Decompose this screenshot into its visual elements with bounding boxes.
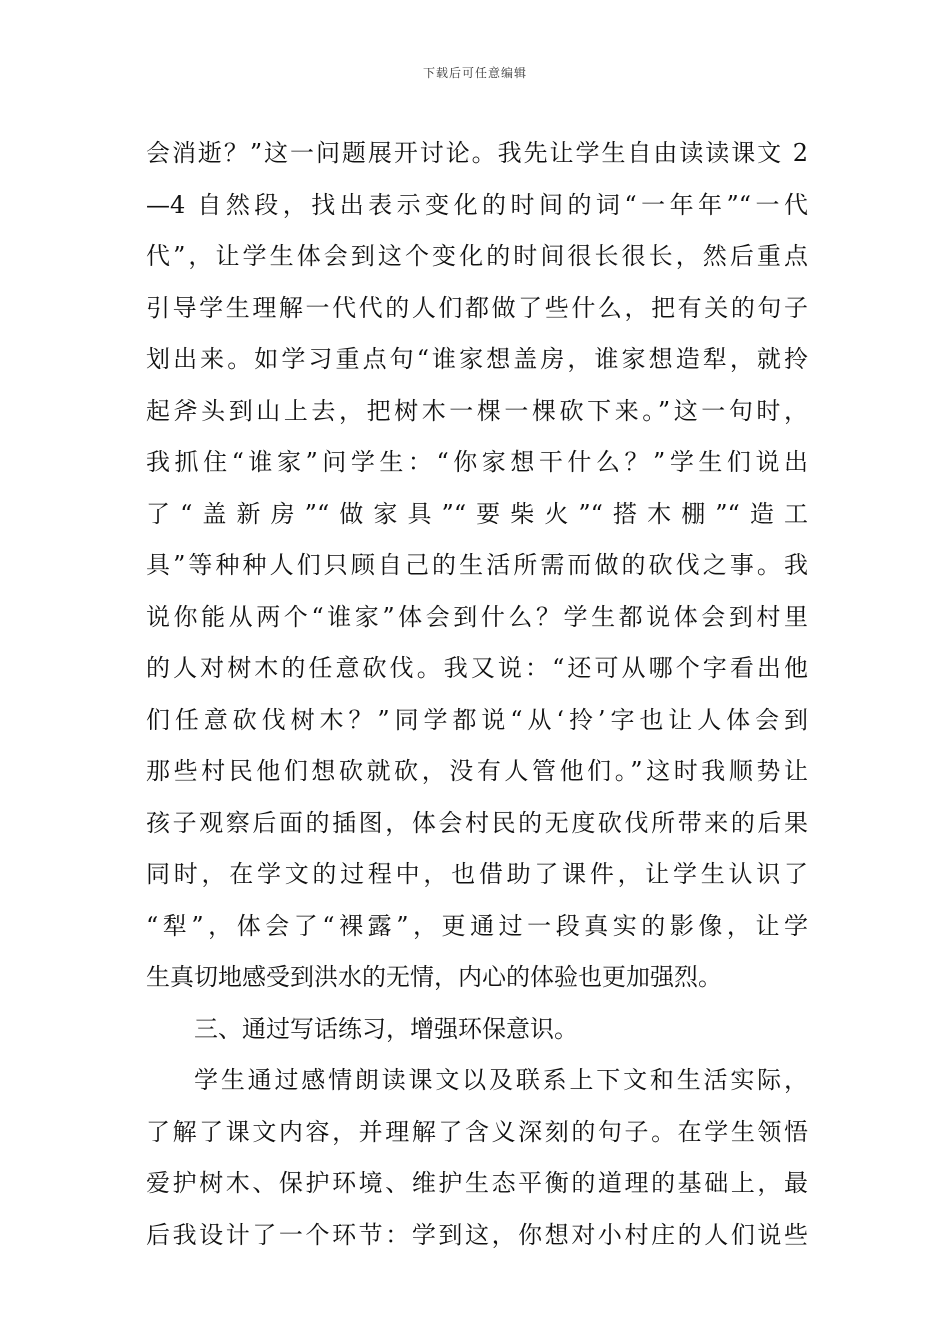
text-line: 那些村民他们想砍就砍，没有人管他们。”这时我顺势让 — [146, 757, 808, 785]
text-line: 代”，让学生体会到这个变化的时间很长很长，然后重点 — [146, 242, 808, 270]
text-line: 了“盖新房”“做家具”“要柴火”“搭木棚”“造工 — [146, 499, 808, 528]
text-line: 后我设计了一个环节：学到这，你想对小村庄的人们说些 — [146, 1220, 808, 1249]
page-header: 下载后可任意编辑 — [422, 66, 527, 80]
text-line: 起斧头到山上去，把树木一棵一棵砍下来。”这一句时， — [146, 396, 808, 425]
text-line: 具”等种种人们只顾自己的生活所需而做的砍伐之事。我 — [146, 551, 808, 579]
text-line: 了解了课文内容，并理解了含义深刻的句子。在学生领悟 — [146, 1117, 808, 1146]
text-line: 孩子观察后面的插图，体会村民的无度砍伐所带来的后果 — [146, 808, 808, 837]
text-line: 生真切地感受到洪水的无情，内心的体验也更加强烈。 — [146, 963, 722, 991]
text-line: 学生通过感情朗读课文以及联系上下文和生活实际， — [194, 1066, 808, 1094]
text-line: 会消逝？”这一问题展开讨论。我先让学生自由读读课文 2 — [146, 139, 808, 167]
text-line: 的人对树木的任意砍伐。我又说：“还可从哪个字看出他 — [146, 654, 808, 682]
text-line: —4 自然段，找出表示变化的时间的词“一年年”“一代 — [146, 190, 808, 219]
text-line: 爱护树木、保护环境、维护生态平衡的道理的基础上，最 — [146, 1169, 808, 1197]
text-line: 引导学生理解一代代的人们都做了些什么，把有关的句子 — [146, 293, 808, 322]
text-line: “犁”，体会了“裸露”，更通过一段真实的影像，让学 — [146, 911, 808, 940]
text-line: 划出来。如学习重点句“谁家想盖房，谁家想造犁，就拎 — [146, 345, 808, 373]
text-line: 我抓住“谁家”问学生：“你家想干什么？”学生们说出 — [146, 448, 808, 476]
text-line: 同时，在学文的过程中，也借助了课件，让学生认识了 — [146, 860, 808, 888]
text-line: 说你能从两个“谁家”体会到什么？学生都说体会到村里 — [146, 602, 808, 631]
text-line: 们任意砍伐树木？”同学都说“从‘拎’字也让人体会到 — [146, 705, 808, 734]
document-body — [146, 128, 808, 1261]
section-heading: 三、通过写话练习，增强环保意识。 — [194, 1014, 578, 1043]
